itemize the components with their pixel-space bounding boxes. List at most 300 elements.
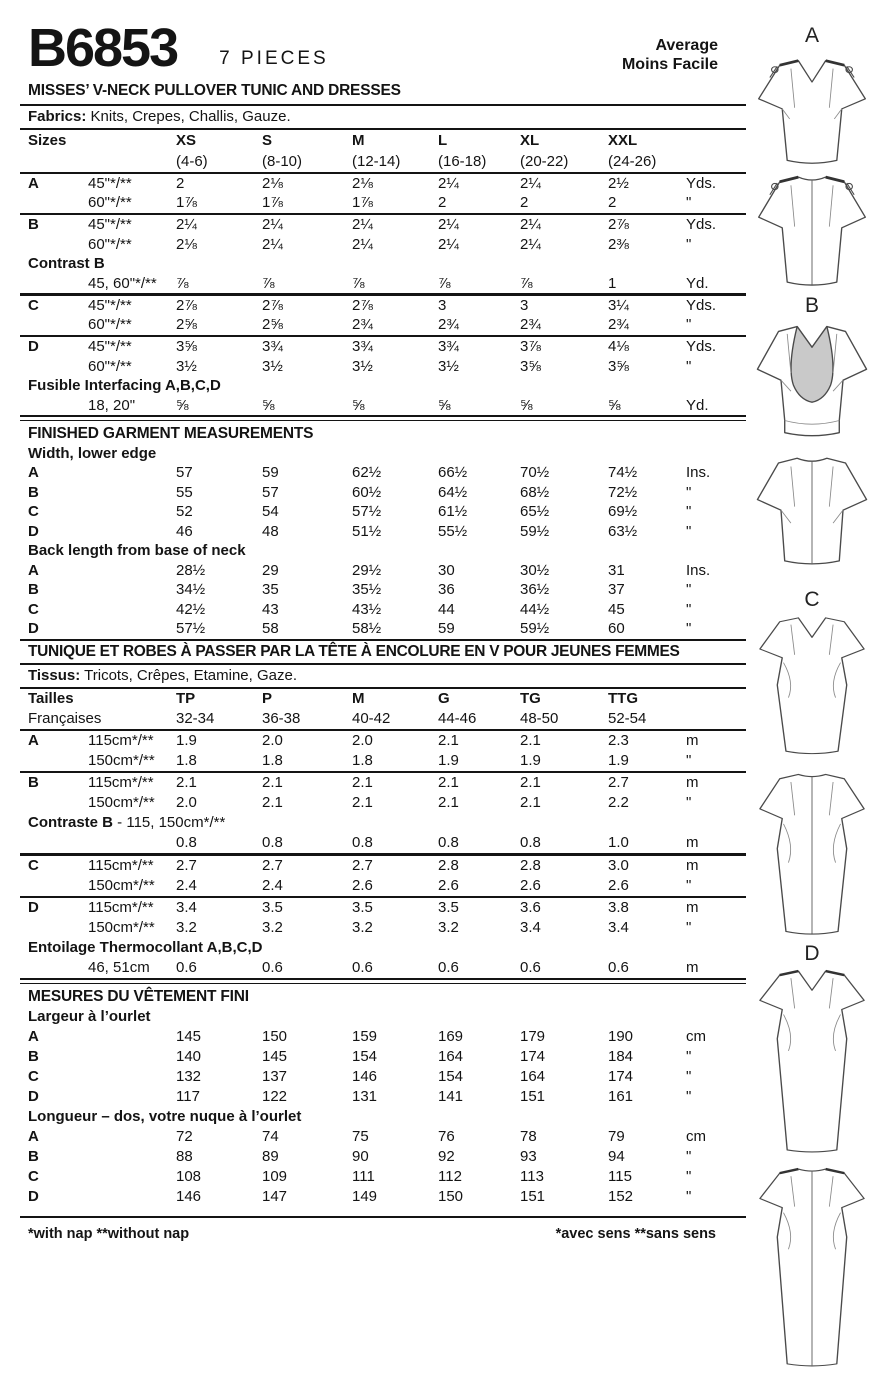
yardage-value-cell: 43: [262, 600, 279, 618]
yardage-value-cell: 59½: [520, 620, 550, 637]
unit-cell: Yds.: [686, 174, 717, 192]
fabrics-line: [20, 106, 746, 128]
yardage-value-cell: 30: [438, 561, 455, 579]
view-letter-cell: A: [28, 1128, 39, 1145]
size-name: TG: [520, 690, 541, 707]
size-column-header: [352, 689, 438, 729]
yardage-value-cell: 2½: [608, 174, 629, 192]
yardage-value-cell: 34½: [176, 581, 206, 598]
yardage-value-cell: 2¼: [352, 216, 373, 233]
fabric-width-cell: 18, 20": [88, 396, 136, 414]
table-row: [20, 235, 746, 255]
section-heading-bold: FINISHED GARMENT MEASUREMENTS: [28, 425, 314, 442]
size-header-row: [20, 130, 746, 172]
yardage-value-cell: 164: [438, 1048, 464, 1065]
yardage-value-cell: 3: [520, 296, 529, 314]
yardage-value-cell: 57½: [176, 620, 206, 637]
yardage-value-cell: 3⅝: [176, 338, 197, 355]
view-letter-cell: B: [28, 774, 39, 791]
yardage-value-cell: 2.6: [520, 876, 541, 894]
table-row: [20, 1167, 746, 1187]
table-row: [20, 751, 746, 771]
tissus-line: [20, 665, 746, 687]
yardage-value-cell: ⅞: [176, 274, 189, 292]
yardage-value-cell: 3½: [262, 357, 283, 375]
yardage-value-cell: 3.4: [176, 899, 197, 916]
size-column-header: [438, 130, 520, 172]
yardage-value-cell: 2⅛: [352, 174, 373, 192]
yardage-value-cell: ⅝: [352, 396, 365, 414]
section-heading: [20, 541, 746, 561]
yardage-value-cell: 2.6: [352, 876, 373, 894]
view-letter-cell: D: [28, 522, 39, 540]
view-letter-cell: A: [28, 174, 39, 192]
section-heading: [20, 984, 746, 1007]
size-header-label-line: Tailles: [28, 690, 74, 707]
size-name: M: [352, 132, 365, 149]
yardage-value-cell: 2: [520, 194, 529, 211]
yardage-value-cell: 63½: [608, 522, 638, 540]
yardage-value-cell: 3¼: [608, 296, 629, 314]
size-column-header: [262, 689, 352, 729]
yardage-value-cell: 147: [262, 1188, 288, 1205]
unit-cell: Yds.: [686, 338, 717, 355]
yardage-value-cell: 2⅞: [608, 216, 629, 233]
fabric-width-cell: 60"*/**: [88, 357, 132, 375]
yardage-value-cell: 169: [438, 1028, 464, 1045]
table-row: [20, 731, 746, 751]
difficulty-french: Moins Facile: [621, 56, 718, 73]
unit-cell: m: [686, 834, 699, 851]
envelope-header: [20, 0, 746, 78]
yardage-value-cell: 44: [438, 600, 455, 618]
yardage-value-cell: 1: [608, 274, 617, 292]
yardage-value-cell: 2⅝: [262, 316, 283, 333]
yardage-value-cell: 1⅞: [352, 194, 373, 211]
table-row: [20, 1127, 746, 1147]
yardage-value-cell: 92: [438, 1148, 455, 1165]
unit-cell: Yd.: [686, 396, 709, 414]
size-column-header: [608, 130, 686, 172]
tissus-value: Tricots, Crêpes, Etamine, Gaze.: [80, 666, 297, 684]
yardage-value-cell: 2.4: [262, 876, 283, 894]
fabric-width-cell: 150cm*/**: [88, 919, 155, 936]
yardage-value-cell: 66½: [438, 464, 468, 481]
yardage-value-cell: 3.0: [608, 856, 629, 874]
yardage-value-cell: 2.7: [608, 774, 629, 791]
yardage-value-cell: 2¼: [262, 235, 283, 253]
fabric-width-cell: 60"*/**: [88, 316, 132, 333]
size-range: (24-26): [608, 153, 657, 170]
yardage-value-cell: 2⅞: [352, 296, 373, 314]
yardage-value-cell: ⅝: [520, 396, 533, 414]
yardage-value-cell: 30½: [520, 561, 550, 579]
yardage-value-cell: 141: [438, 1088, 464, 1105]
table-row: [20, 174, 746, 194]
table-row: [20, 1067, 746, 1087]
yardage-value-cell: 35: [262, 581, 279, 598]
view-a-back-illustration: [750, 170, 874, 288]
view-letter-cell: D: [28, 620, 39, 637]
unit-cell: ": [686, 1048, 692, 1065]
size-header-label-line: Françaises: [28, 710, 102, 727]
table-row: [20, 1027, 746, 1047]
unit-cell: Ins.: [686, 561, 711, 579]
size-column-header: [520, 689, 608, 729]
unit-cell: ": [686, 316, 692, 333]
table-row: [20, 215, 746, 235]
yardage-value-cell: 2¾: [352, 316, 373, 333]
unit-cell: cm: [686, 1128, 706, 1145]
table-row: [20, 876, 746, 896]
yardage-value-cell: 29: [262, 561, 279, 579]
unit-cell: cm: [686, 1028, 706, 1045]
view-b-front-illustration: [750, 318, 874, 440]
unit-cell: ": [686, 235, 692, 253]
fabric-width-cell: 45"*/**: [88, 216, 132, 233]
yardage-value-cell: 1.0: [608, 834, 629, 851]
yardage-value-cell: 58: [262, 620, 279, 637]
pattern-title-french: TUNIQUE ET ROBES À PASSER PAR LA TÊTE À ENCOLURE EN V POUR JEUNES FEMMES: [28, 643, 680, 660]
yardage-value-cell: 2.1: [520, 794, 541, 811]
yardage-value-cell: 0.6: [520, 959, 541, 976]
yardage-value-cell: 0.8: [520, 834, 541, 851]
yardage-value-cell: 2.8: [438, 856, 459, 874]
pieces-count: 7 PIECES: [219, 48, 329, 69]
yardage-value-cell: 0.8: [262, 834, 283, 851]
view-d-label: D: [804, 942, 820, 965]
unit-cell: ": [686, 919, 692, 936]
unit-cell: ": [686, 620, 692, 637]
yardage-value-cell: 88: [176, 1148, 193, 1165]
yardage-value-cell: 2⅜: [608, 235, 629, 253]
yardage-value-cell: 131: [352, 1088, 378, 1105]
view-letter-cell: D: [28, 1188, 39, 1205]
pattern-title-english: MISSES’ V-NECK PULLOVER TUNIC AND DRESSES: [28, 82, 401, 99]
yardage-value-cell: ⅞: [352, 274, 365, 292]
section-heading-bold: Back length from base of neck: [28, 542, 246, 559]
yardage-value-cell: 2.3: [608, 731, 629, 749]
view-b-label: B: [804, 294, 819, 317]
unit-cell: ": [686, 581, 692, 598]
table-row: [20, 958, 746, 978]
table-row: [20, 600, 746, 620]
yardage-value-cell: 57: [262, 483, 279, 501]
yardage-value-cell: 149: [352, 1188, 378, 1205]
yardage-value-cell: 1⅞: [262, 194, 283, 211]
table-row: [20, 193, 746, 213]
yardage-value-cell: 54: [262, 503, 279, 520]
yardage-value-cell: 3⅝: [608, 357, 629, 375]
size-name: XL: [520, 132, 540, 149]
yardage-value-cell: 72½: [608, 483, 638, 501]
yardage-value-cell: 74½: [608, 464, 638, 481]
yardage-value-cell: 2.1: [262, 774, 283, 791]
view-letter-cell: C: [28, 1168, 39, 1185]
table-row: [20, 580, 746, 600]
yardage-value-cell: 65½: [520, 503, 550, 520]
yardage-value-cell: 4⅛: [608, 338, 629, 355]
yardage-value-cell: 52: [176, 503, 193, 520]
size-column-header: [176, 689, 262, 729]
difficulty-english: Average: [655, 37, 718, 54]
section-heading-bold: Width, lower edge: [28, 444, 157, 462]
unit-cell: m: [686, 959, 699, 976]
section-heading-bold: Contrast B: [28, 255, 105, 272]
yardage-value-cell: 184: [608, 1048, 634, 1065]
yardage-value-cell: 2.1: [438, 774, 459, 791]
yardage-value-cell: 72: [176, 1128, 193, 1145]
view-letter-cell: B: [28, 1048, 39, 1065]
yardage-value-cell: 161: [608, 1088, 634, 1105]
size-range: (16-18): [438, 153, 487, 170]
yardage-value-cell: 0.8: [352, 834, 373, 851]
yardage-value-cell: 28½: [176, 561, 206, 579]
yardage-value-cell: 3.2: [352, 919, 373, 936]
section-heading: [20, 1007, 746, 1027]
fabric-width-cell: 45"*/**: [88, 174, 132, 192]
yardage-value-cell: 46: [176, 522, 193, 540]
fabrics-label: Fabrics:: [28, 107, 87, 125]
yardage-value-cell: 59: [438, 620, 455, 637]
yardage-value-cell: 2.2: [608, 794, 629, 811]
yardage-value-cell: 3¾: [438, 338, 459, 355]
yardage-value-cell: 3.8: [608, 899, 629, 916]
size-name: TTG: [608, 690, 638, 707]
view-letter-cell: A: [28, 561, 39, 579]
yardage-value-cell: 55: [176, 483, 193, 501]
yardage-value-cell: 2: [608, 194, 617, 211]
yardage-value-cell: 2⅞: [262, 296, 283, 314]
yardage-value-cell: 2.4: [176, 876, 197, 894]
yardage-value-cell: 2¾: [608, 316, 629, 333]
fabric-width-cell: 45"*/**: [88, 296, 132, 314]
table-row: [20, 483, 746, 503]
yardage-value-cell: 154: [438, 1068, 464, 1085]
section-heading: [20, 421, 746, 444]
yardage-value-cell: 1.9: [176, 731, 197, 749]
yardage-value-cell: 1.9: [520, 751, 541, 769]
difficulty-rating: [622, 36, 718, 74]
unit-cell: ": [686, 503, 692, 520]
yardage-value-cell: 2.0: [262, 731, 283, 749]
section-heading-bold: Contraste B: [28, 814, 114, 831]
size-range: (4-6): [176, 153, 208, 170]
size-range: 32-34: [176, 710, 215, 727]
nap-note-english: *with nap **without nap: [28, 1225, 190, 1242]
view-letter-cell: C: [28, 1068, 39, 1085]
yardage-value-cell: 1.8: [176, 751, 197, 769]
yardage-value-cell: 55½: [438, 522, 468, 540]
view-a-front-illustration: [750, 54, 874, 166]
view-letter-cell: D: [28, 338, 39, 355]
english-yardage-table: [20, 130, 746, 639]
size-name: G: [438, 690, 450, 707]
yardage-value-cell: 2⅛: [176, 235, 197, 253]
table-row: [20, 357, 746, 377]
yardage-value-cell: 90: [352, 1148, 369, 1165]
yardage-value-cell: ⅞: [520, 274, 533, 292]
section-heading: [20, 254, 746, 274]
yardage-value-cell: 117: [176, 1088, 200, 1105]
table-row: [20, 833, 746, 853]
unit-cell: m: [686, 899, 699, 916]
size-range: (8-10): [262, 153, 303, 170]
yardage-value-cell: 48: [262, 522, 279, 540]
yardage-value-cell: 2.6: [608, 876, 629, 894]
yardage-value-cell: 150: [438, 1188, 464, 1205]
fabrics-value: Knits, Crepes, Challis, Gauze.: [86, 107, 291, 125]
yardage-value-cell: 1⅞: [176, 194, 197, 211]
table-row: [20, 898, 746, 918]
size-range: 36-38: [262, 710, 301, 727]
yardage-value-cell: ⅞: [262, 274, 275, 292]
view-letter-cell: B: [28, 483, 39, 501]
section-heading: [20, 813, 746, 833]
yardage-value-cell: 0.6: [176, 959, 197, 976]
yardage-value-cell: 0.6: [438, 959, 459, 976]
size-column-header: [352, 130, 438, 172]
fabric-width-cell: 115cm*/**: [88, 774, 154, 791]
table-row: [20, 1047, 746, 1067]
yardage-value-cell: 2.1: [262, 794, 283, 811]
yardage-value-cell: 93: [520, 1148, 537, 1165]
yardage-value-cell: 2¼: [520, 235, 541, 253]
yardage-value-cell: 42½: [176, 600, 206, 618]
yardage-value-cell: 3¾: [352, 338, 373, 355]
unit-cell: ": [686, 600, 692, 618]
yardage-value-cell: 3.2: [262, 919, 283, 936]
yardage-value-cell: 59: [262, 464, 279, 481]
yardage-value-cell: ⅞: [438, 274, 451, 292]
yardage-value-cell: 2¼: [176, 216, 197, 233]
table-row: [20, 1087, 746, 1107]
yardage-value-cell: 37: [608, 581, 625, 598]
view-a-label: A: [804, 24, 819, 47]
yardage-value-cell: 0.8: [438, 834, 459, 851]
unit-cell: m: [686, 774, 699, 791]
yardage-value-cell: 2.7: [176, 856, 197, 874]
yardage-value-cell: 69½: [608, 503, 638, 520]
section-heading-light: - 115, 150cm*/**: [113, 814, 226, 831]
yardage-value-cell: 31: [608, 561, 625, 579]
unit-cell: ": [686, 1088, 692, 1105]
yardage-value-cell: 3¾: [262, 338, 283, 355]
yardage-value-cell: 2¼: [262, 216, 283, 233]
yardage-value-cell: 0.8: [176, 834, 197, 851]
yardage-value-cell: 164: [520, 1068, 546, 1085]
yardage-value-cell: 3.2: [438, 919, 459, 936]
yardage-value-cell: 152: [608, 1188, 634, 1205]
table-row: [20, 315, 746, 335]
yardage-value-cell: 62½: [352, 464, 382, 481]
section-heading-bold: Longueur – dos, votre nuque à l’ourlet: [28, 1108, 302, 1125]
nap-note-french: *avec sens **sans sens: [555, 1225, 716, 1242]
fabric-width-cell: 115cm*/**: [88, 856, 154, 874]
yardage-value-cell: 2.6: [438, 876, 459, 894]
yardage-value-cell: 2¾: [438, 316, 459, 333]
yardage-value-cell: 2.1: [520, 774, 541, 791]
yardage-value-cell: 58½: [352, 620, 382, 637]
yardage-value-cell: 2⅝: [176, 316, 197, 333]
yardage-value-cell: 59½: [520, 522, 550, 540]
size-range: 40-42: [352, 710, 391, 727]
view-letter-cell: B: [28, 216, 39, 233]
yardage-value-cell: 2.0: [352, 731, 373, 749]
tissus-label: Tissus:: [28, 666, 81, 684]
fabric-width-cell: 150cm*/**: [88, 794, 155, 811]
yardage-value-cell: 113: [520, 1168, 544, 1185]
yardage-value-cell: 36: [438, 581, 455, 598]
table-row: [20, 856, 746, 876]
section-heading: [20, 938, 746, 958]
size-column-header: [520, 130, 608, 172]
fabric-width-cell: 45, 60"*/**: [88, 274, 157, 292]
yardage-value-cell: 108: [176, 1168, 202, 1185]
yardage-value-cell: 3: [438, 296, 447, 314]
view-c-back-illustration: [750, 768, 874, 940]
yardage-value-cell: 45: [608, 600, 625, 618]
yardage-value-cell: 2¾: [520, 316, 541, 333]
yardage-value-cell: 3.5: [438, 899, 459, 916]
unit-cell: ": [686, 357, 692, 375]
view-d-front-illustration: [750, 966, 874, 1158]
section-heading: [20, 444, 746, 464]
yardage-value-cell: 132: [176, 1068, 202, 1085]
yardage-value-cell: 3.6: [520, 899, 541, 916]
yardage-value-cell: 68½: [520, 483, 550, 501]
view-letter-cell: D: [28, 1088, 39, 1105]
size-header-row: [20, 689, 746, 729]
table-row: [20, 502, 746, 522]
yardage-value-cell: 2¼: [438, 235, 459, 253]
size-name: S: [262, 132, 273, 149]
size-range: (12-14): [352, 153, 401, 170]
view-letter-cell: C: [28, 600, 39, 618]
yardage-value-cell: 3.2: [176, 919, 197, 936]
yardage-value-cell: 57½: [352, 503, 382, 520]
fabric-width-cell: 46, 51cm: [88, 959, 150, 976]
yardage-value-cell: 60½: [352, 483, 382, 501]
yardage-value-cell: ⅝: [608, 396, 621, 414]
yardage-value-cell: 2.1: [352, 774, 373, 791]
size-column-header: [608, 689, 686, 729]
size-column-header: [176, 130, 262, 172]
table-row: [20, 773, 746, 793]
yardage-value-cell: 112: [438, 1168, 462, 1185]
view-letter-cell: C: [28, 296, 39, 314]
yardage-value-cell: 159: [352, 1028, 378, 1045]
size-name: XXL: [608, 132, 638, 149]
yardage-value-cell: 0.6: [262, 959, 283, 976]
size-name: L: [438, 132, 448, 149]
yardage-value-cell: 2¼: [438, 174, 459, 192]
section-heading-bold: Fusible Interfacing A,B,C,D: [28, 377, 221, 394]
table-row: [20, 793, 746, 813]
fabric-width-cell: 150cm*/**: [88, 751, 155, 769]
size-column-header: [438, 689, 520, 729]
garment-views-column: [746, 0, 878, 1375]
yardage-value-cell: 3.5: [352, 899, 373, 916]
pattern-envelope-back: [20, 0, 746, 1207]
fabric-width-cell: 115cm*/**: [88, 899, 154, 916]
yardage-value-cell: 2.1: [176, 774, 197, 791]
yardage-value-cell: 0.6: [608, 959, 629, 976]
yardage-value-cell: 122: [262, 1088, 288, 1105]
yardage-value-cell: 2⅞: [176, 296, 197, 314]
section-heading: [20, 376, 746, 396]
view-d-back-illustration: [750, 1164, 874, 1372]
